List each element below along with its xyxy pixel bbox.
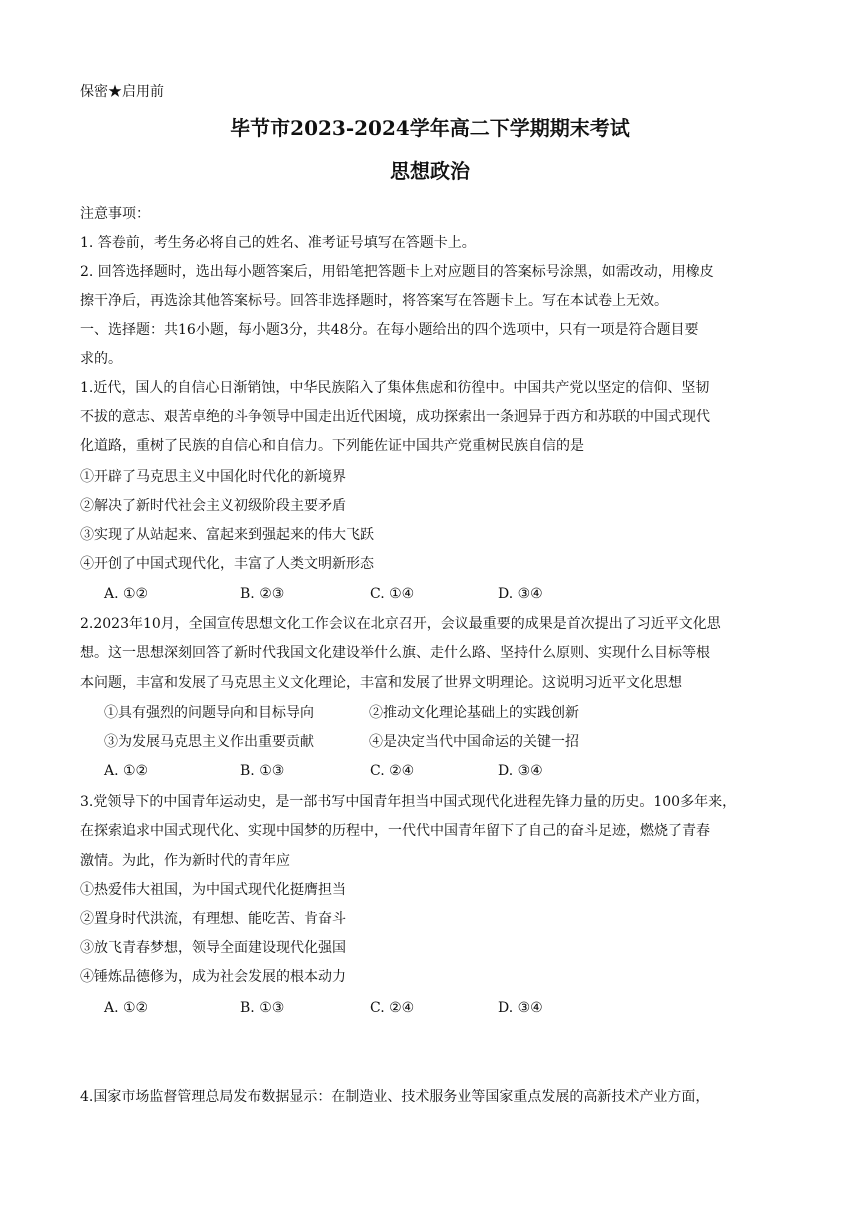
q1-statement-2: ②解决了新时代社会主义初级阶段主要矛盾: [80, 498, 346, 514]
q3-statement-3: ③放飞青春梦想，领导全面建设现代化强国: [80, 940, 346, 956]
q2-option-d: D. ③④: [498, 763, 543, 779]
q3-stem-line-1: 3.党领导下的中国青年运动史，是一部书写中国青年担当中国式现代化进程先锋力量的历史。100多年来，: [80, 794, 737, 810]
q3-option-b: B. ①③: [240, 1000, 285, 1016]
q2-statement-4: ④是决定当代中国命运的关键一招: [369, 734, 579, 750]
q1-option-d: D. ③④: [498, 586, 543, 602]
q2-statement-3: ③为发展马克思主义作出重要贡献: [104, 734, 314, 750]
section-heading-line-1: 一、选择题：共16小题，每小题3分，共48分。在每小题给出的四个选项中，只有一项是符合题目要: [80, 322, 699, 338]
q1-option-c: C. ①④: [370, 586, 415, 602]
q2-option-a: A. ①②: [104, 763, 149, 779]
q3-statement-4: ④锤炼品德修为，成为社会发展的根本动力: [80, 969, 346, 985]
q2-statement-2: ②推动文化理论基础上的实践创新: [369, 705, 579, 721]
q3-option-d: D. ③④: [498, 1000, 543, 1016]
q2-stem-line-2: 想。这一思想深刻回答了新时代我国文化建设举什么旗、走什么路、坚持什么原则、实现什么目标等根: [80, 645, 710, 661]
q3-stem-line-2: 在探索追求中国式现代化、实现中国梦的历程中，一代代中国青年留下了自己的奋斗足迹，燃烧了青春: [80, 823, 710, 839]
subject-title: 思想政治: [390, 159, 470, 183]
q1-statement-3: ③实现了从站起来、富起来到强起来的伟大飞跃: [80, 527, 374, 543]
note-1: 1. 答卷前，考生务必将自己的姓名、准考证号填写在答题卡上。: [80, 235, 476, 251]
q3-option-c: C. ②④: [370, 1000, 415, 1016]
notes-heading: 注意事项：: [80, 206, 150, 222]
q1-stem-line-3: 化道路，重树了民族的自信心和自信力。下列能佐证中国共产党重树民族自信的是: [80, 438, 584, 454]
q1-stem-line-1: 1.近代，国人的自信心日渐销蚀，中华民族陷入了集体焦虑和彷徨中。中国共产党以坚定的信仰、坚韧: [80, 380, 710, 396]
note-2-line-2: 擦干净后，再选涂其他答案标号。回答非选择题时，将答案写在答题卡上。写在本试卷上无效。: [80, 293, 668, 309]
q2-option-b: B. ①③: [240, 763, 285, 779]
q2-stem-line-1: 2.2023年10月，全国宣传思想文化工作会议在北京召开，会议最重要的成果是首次提出了习近平文化思: [80, 616, 721, 632]
q1-statement-1: ①开辟了马克思主义中国化时代化的新境界: [80, 469, 346, 485]
exam-title: 毕节市2023-2024学年高二下学期期末考试: [230, 116, 630, 140]
q1-option-a: A. ①②: [104, 586, 149, 602]
note-2-line-1: 2. 回答选择题时，选出每小题答案后，用铅笔把答题卡上对应题目的答案标号涂黑，如需改动，用橡皮: [80, 264, 714, 280]
q3-stem-line-3: 激情。为此，作为新时代的青年应: [80, 853, 290, 869]
q3-statement-1: ①热爱伟大祖国，为中国式现代化挺膺担当: [80, 882, 346, 898]
q2-statement-1: ①具有强烈的问题导向和目标导向: [104, 705, 314, 721]
q1-stem-line-2: 不拔的意志、艰苦卓绝的斗争领导中国走出近代困境，成功探索出一条迥异于西方和苏联的中国式现代: [80, 409, 710, 425]
q3-statement-2: ②置身时代洪流，有理想、能吃苦、肯奋斗: [80, 911, 346, 927]
q1-option-b: B. ②③: [240, 586, 285, 602]
q2-stem-line-3: 本问题，丰富和发展了马克思主义文化理论，丰富和发展了世界文明理论。这说明习近平文化思想: [80, 675, 682, 691]
q3-option-a: A. ①②: [104, 1000, 149, 1016]
q1-statement-4: ④开创了中国式现代化，丰富了人类文明新形态: [80, 556, 374, 572]
section-heading-line-2: 求的。: [80, 351, 122, 367]
q4-stem-line-1: 4.国家市场监督管理总局发布数据显示：在制造业、技术服务业等国家重点发展的高新技术产业方面，: [80, 1089, 710, 1105]
confidential-label: 保密★启用前: [80, 84, 164, 100]
q2-option-c: C. ②④: [370, 763, 415, 779]
